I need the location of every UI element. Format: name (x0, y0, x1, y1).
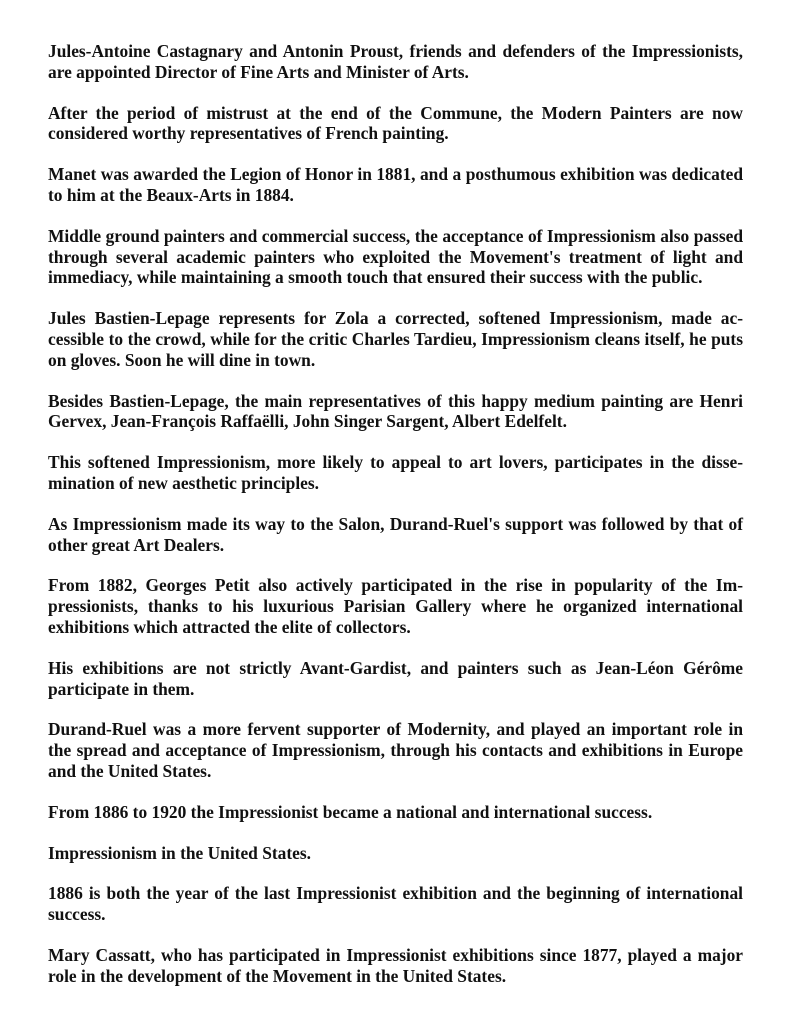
paragraph-salon-art-dealers: As Impressionism made its way to the Salon, Durand-Ruel's support was followed by that of other great Art Dealers. (48, 513, 743, 555)
paragraph-petit-exhibitions: His exhibitions are not strictly Avant-Gardist, and painters such as Jean-Léon Gérôme participate in them. (48, 657, 743, 699)
paragraph-softened-impressionism: This softened Impressionism, more likely to appeal to art lovers, participates in the dissemination of new aesthetic principles. (48, 452, 743, 493)
paragraph-manet-legion-honor: Manet was awarded the Legion of Honor in 1881, and a posthumous exhibition was dedicated to him at the Beaux-Arts in 1884. (48, 164, 743, 205)
paragraph-castagnary-proust: Jules-Antoine Castagnary and Antonin Proust, friends and defenders of the Impressionists, are appointed Director of Fine Arts and Minister of Arts. (48, 41, 743, 82)
paragraph-durand-ruel: Durand-Ruel was a more fervent supporter of Modernity, and played an important role in the spread and acceptance of Impressionism, through his contacts and exhibitions in Europe and the United States. (48, 719, 743, 781)
paragraph-mistrust-commune: After the period of mistrust at the end of the Commune, the Modern Painters are now considered worthy representatives of French painting. (48, 102, 743, 144)
paragraph-middle-ground-painters: Middle ground painters and commercial success, the acceptance of Impressionism also passed through several academic painters who exploited the Movement's treatment of light and immediacy, while maintaining a smooth touch that ensured their success with the public. (48, 225, 743, 288)
paragraph-mary-cassatt: Mary Cassatt, who has participated in Impressionist exhibitions since 1877, played a major role in the development of the Movement in the United States. (48, 944, 743, 986)
paragraph-national-international-success: From 1886 to 1920 the Impressionist became a national and international success. (48, 801, 653, 822)
document-page (48, 41, 743, 987)
paragraph-bastien-lepage: Jules Bastien-Lepage represents for Zola a corrected, softened Impressionism, made accessible to the crowd, while for the critic Charles Tardieu, Impressionism cleans itself, he puts on gloves. Soon he will dine in town. (48, 308, 743, 370)
paragraph-happy-medium-painters: Besides Bastien-Lepage, the main representatives of this happy medium painting are Henri Gervex, Jean-François Raffaëlli, John Singer Sargent, Albert Edelfelt. (48, 390, 743, 432)
section-heading-united-states: Impressionism in the United States. (48, 842, 311, 863)
paragraph-georges-petit: From 1882, Georges Petit also actively participated in the rise in popularity of the Impressionists, thanks to his luxurious Parisian Gallery where he organized international exhibitions which attracted the elite of collectors. (48, 575, 743, 637)
paragraph-1886: 1886 is both the year of the last Impressionist exhibition and the beginning of international success. (48, 883, 743, 925)
